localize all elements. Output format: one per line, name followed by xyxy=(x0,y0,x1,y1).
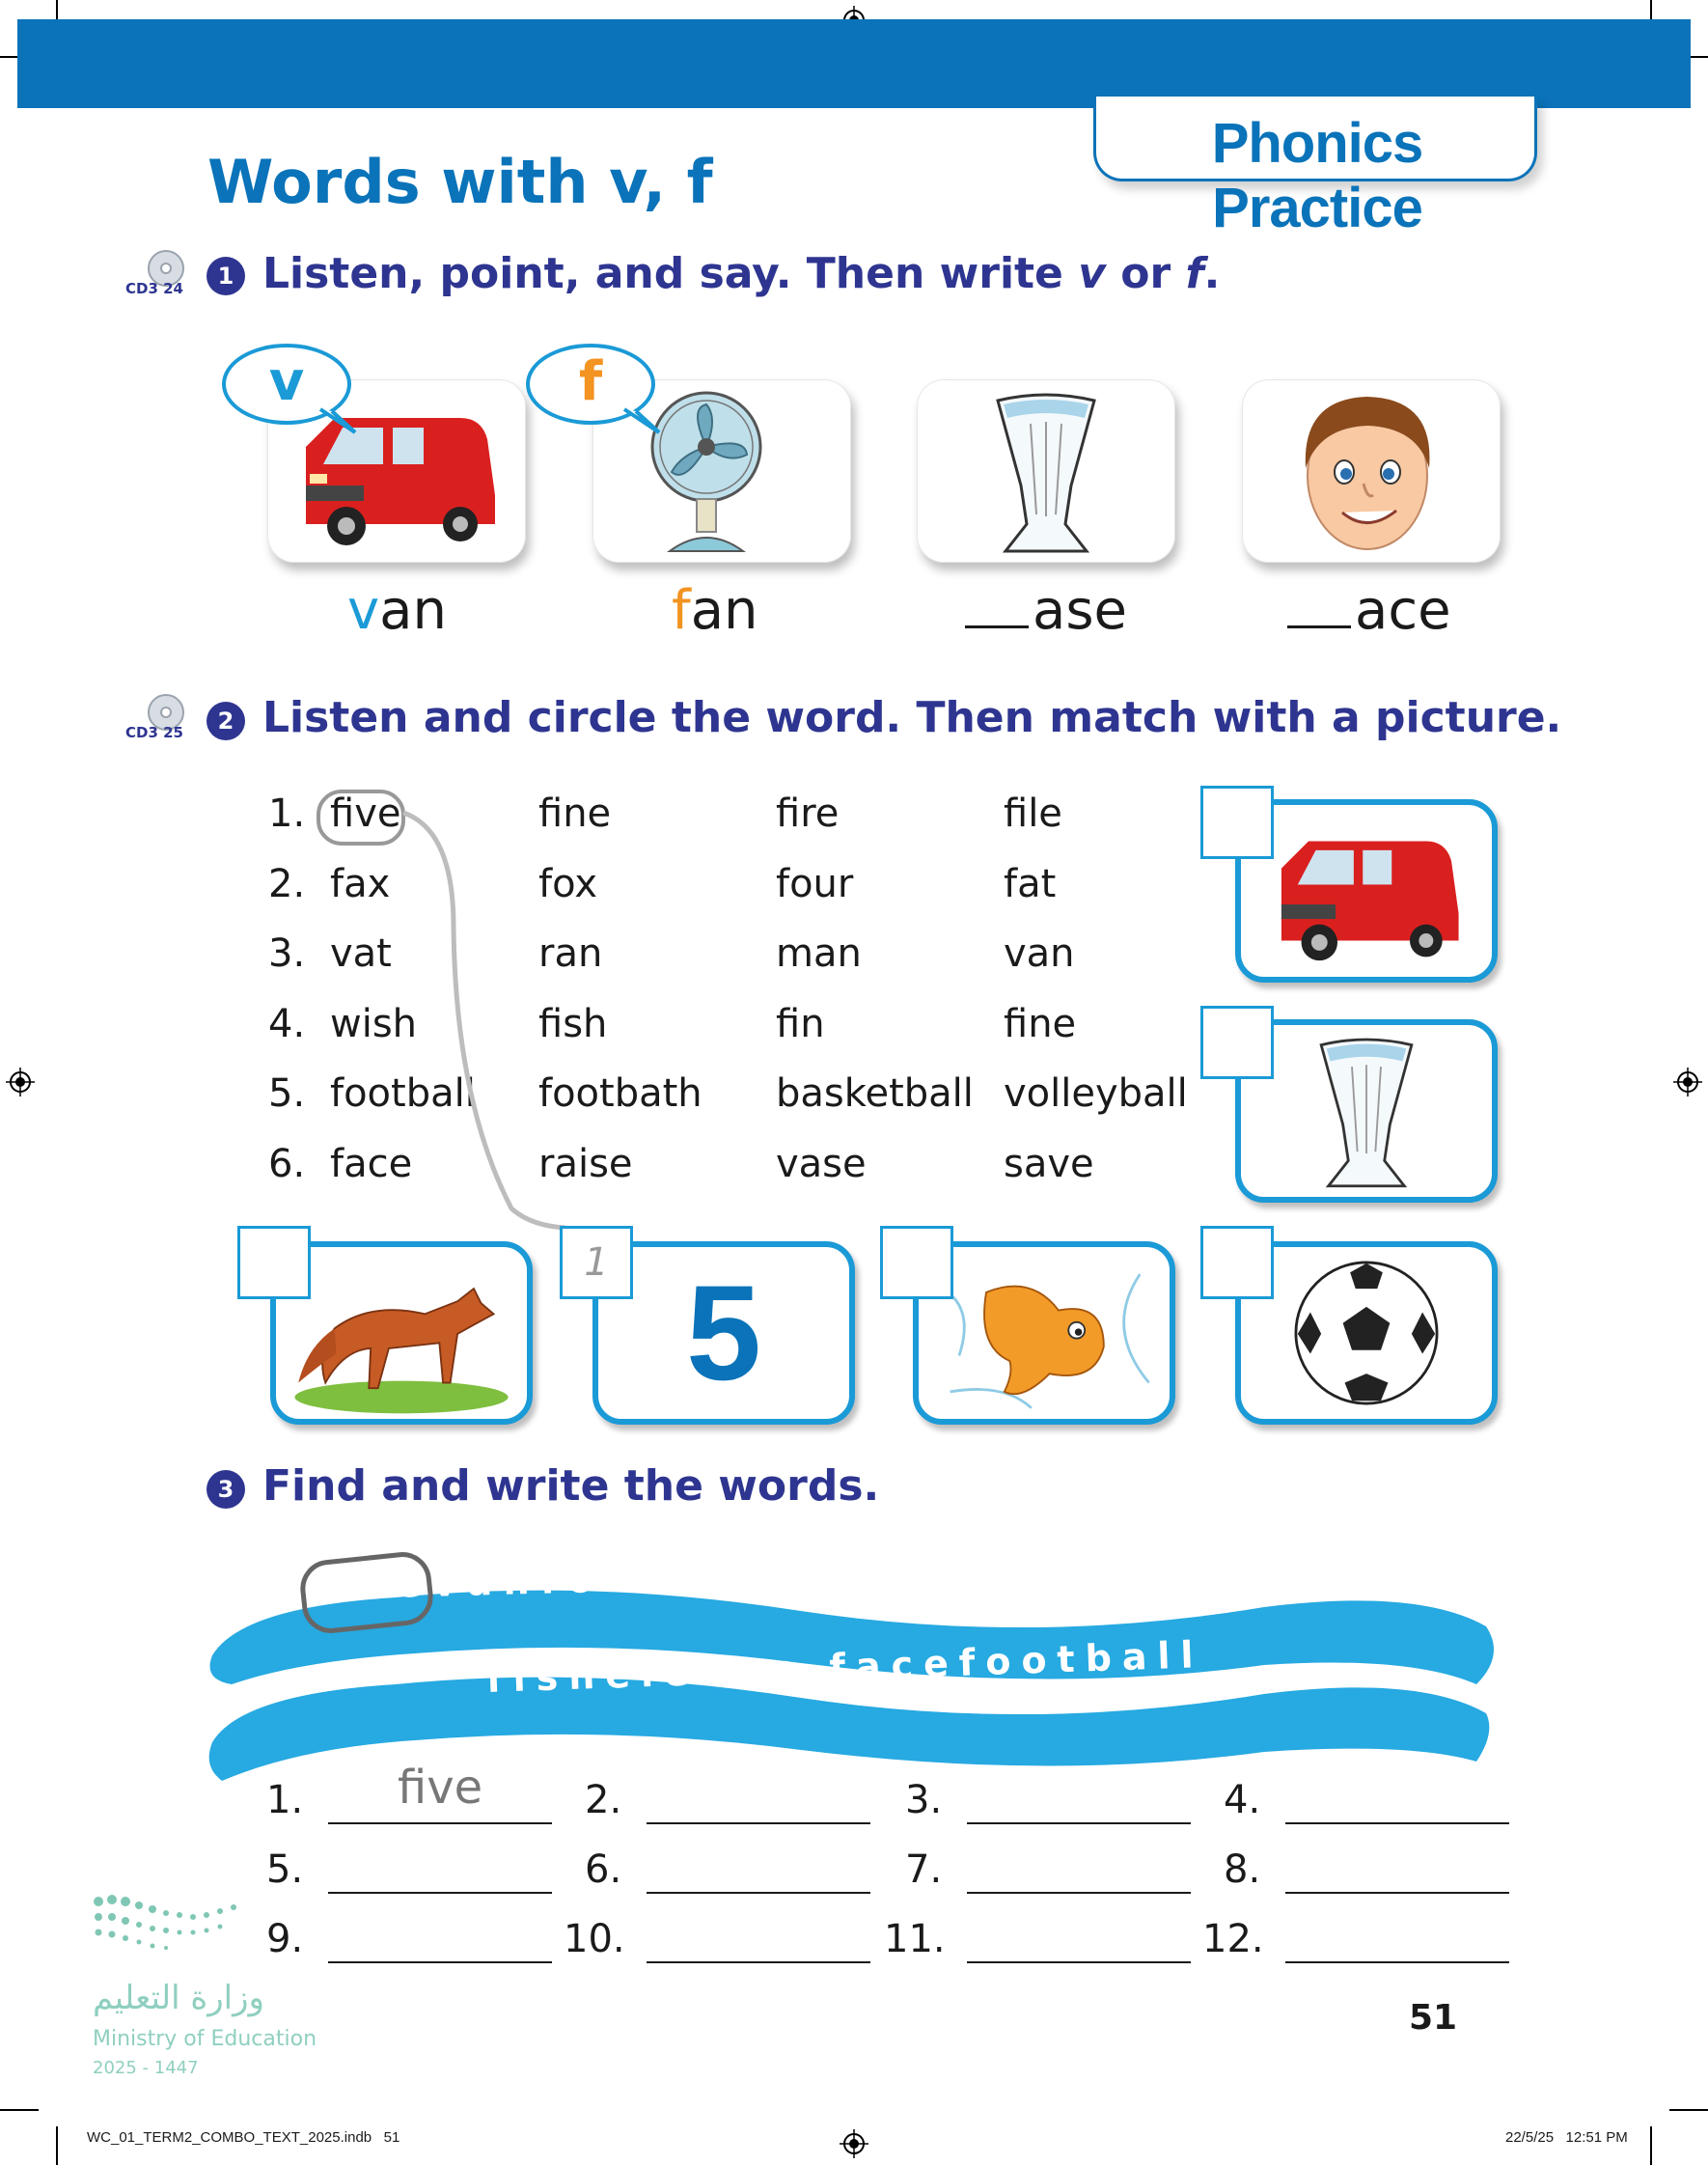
crop-mark xyxy=(56,2126,58,2165)
instruction-letter-f: f xyxy=(1185,249,1204,298)
word-option[interactable]: footbath xyxy=(538,1071,702,1116)
write-line[interactable] xyxy=(1285,1822,1509,1824)
answer-circle xyxy=(317,790,405,846)
row-number: 4. xyxy=(268,1001,306,1046)
word-initial-letter: v xyxy=(347,579,380,642)
speech-bubble-v: v xyxy=(222,344,351,425)
word-option[interactable]: fish xyxy=(538,1001,608,1046)
football-icon xyxy=(1241,1247,1492,1419)
row-number: 5. xyxy=(268,1071,306,1116)
write-line[interactable] xyxy=(967,1961,1191,1963)
write-line[interactable] xyxy=(328,1822,552,1824)
word-option[interactable]: fat xyxy=(1004,861,1057,906)
answer-box[interactable] xyxy=(237,1226,311,1299)
blank-number: 8. xyxy=(1224,1847,1261,1892)
cd-track-label: CD3 25 xyxy=(125,724,183,741)
word-rest: ase xyxy=(1033,579,1127,642)
blank-number: 9. xyxy=(266,1917,304,1961)
word-option[interactable]: save xyxy=(1004,1141,1094,1186)
match-card-football[interactable] xyxy=(1235,1241,1498,1425)
vase-icon xyxy=(917,379,1175,563)
registration-mark-icon xyxy=(840,2129,868,2158)
word-option[interactable]: basketball xyxy=(776,1071,974,1116)
section3-instruction: Find and write the words. xyxy=(262,1461,880,1511)
word-option[interactable]: football xyxy=(330,1071,476,1116)
match-line xyxy=(396,811,579,1235)
ministry-arabic-name: وزارة التعليم xyxy=(93,1979,264,2017)
footer-file-info: WC_01_TERM2_COMBO_TEXT_2025.indb 51 xyxy=(87,2129,400,2146)
word-option[interactable]: face xyxy=(330,1141,413,1186)
match-card-van[interactable] xyxy=(1235,799,1498,983)
step-number: 3 xyxy=(207,1470,245,1509)
word-option[interactable]: fine xyxy=(538,791,612,836)
write-line[interactable] xyxy=(328,1892,552,1894)
answer-box[interactable] xyxy=(1200,786,1274,859)
write-line[interactable] xyxy=(647,1961,870,1963)
word-option[interactable]: ran xyxy=(538,931,603,976)
word-option[interactable]: four xyxy=(776,861,854,906)
cd-track-label: CD3 24 xyxy=(125,280,183,297)
header-band xyxy=(17,19,1691,108)
picture-card-vase xyxy=(917,379,1175,563)
section1-instruction xyxy=(262,249,1220,298)
page-number: 51 xyxy=(1409,1998,1458,2038)
picture-card-face xyxy=(1242,379,1501,563)
word-option[interactable]: fax xyxy=(330,861,391,906)
example-answer: 1 xyxy=(584,1240,609,1285)
word-face-blank xyxy=(1287,579,1451,642)
crop-mark xyxy=(1669,2109,1708,2111)
ministry-year: 2025 - 1447 xyxy=(93,2058,199,2078)
write-line[interactable] xyxy=(1285,1961,1509,1963)
write-line[interactable] xyxy=(647,1892,870,1894)
instruction-text: . xyxy=(1203,249,1221,298)
match-card-vase[interactable] xyxy=(1235,1019,1498,1203)
word-van xyxy=(347,579,447,642)
write-line[interactable] xyxy=(967,1822,1191,1824)
word-option[interactable]: volleyball xyxy=(1004,1071,1188,1116)
row-number: 1. xyxy=(268,791,306,836)
row-number: 6. xyxy=(268,1141,306,1186)
phonics-tab-label: Phonics Practice xyxy=(1211,112,1423,239)
row-number: 2. xyxy=(268,861,306,906)
bubble-tail-icon xyxy=(318,405,357,438)
van-icon xyxy=(1241,805,1492,977)
step-number: 1 xyxy=(207,257,245,295)
word-vase-blank xyxy=(965,579,1127,642)
row-number: 3. xyxy=(268,931,306,976)
bubble-tail-icon xyxy=(622,405,661,438)
ministry-english-name: Ministry of Education xyxy=(93,2027,317,2051)
word-initial-letter: f xyxy=(672,579,691,642)
section2-instruction: Listen and circle the word. Then match with a picture. xyxy=(262,693,1562,742)
answer-box[interactable] xyxy=(1200,1226,1274,1299)
blank-number: 12. xyxy=(1202,1917,1264,1961)
fox-icon xyxy=(276,1247,527,1419)
word-fan xyxy=(672,579,758,642)
blank-number: 2. xyxy=(585,1778,622,1822)
word-option[interactable]: fox xyxy=(538,861,597,906)
word-rest: an xyxy=(690,579,758,642)
blank-number: 6. xyxy=(585,1847,622,1892)
write-line[interactable] xyxy=(647,1822,870,1824)
instruction-text: or xyxy=(1105,249,1186,298)
blank-number: 4. xyxy=(1224,1778,1261,1822)
number-card-value: 5 xyxy=(686,1257,761,1408)
blank-number: 11. xyxy=(884,1917,946,1961)
crop-mark xyxy=(1650,2126,1652,2165)
blank-number: 10. xyxy=(564,1917,625,1961)
fish-icon xyxy=(919,1247,1170,1419)
word-rest: ace xyxy=(1355,579,1451,642)
word-search-line-2: fisheleven facefootball xyxy=(485,1633,1205,1701)
letter-blank[interactable] xyxy=(1287,625,1351,628)
vase-icon xyxy=(1241,1025,1492,1197)
word-search-line-1: fivevanfoxfarmfoodfrogvaseseven xyxy=(310,1538,1364,1608)
registration-mark-icon xyxy=(6,1068,35,1096)
speech-bubble-f: f xyxy=(526,344,655,425)
word-rest: an xyxy=(379,579,447,642)
word-option[interactable]: fire xyxy=(776,791,840,836)
letter-blank[interactable] xyxy=(965,625,1029,628)
footer-date: 22/5/25 12:51 PM xyxy=(1505,2129,1628,2146)
step-number: 2 xyxy=(207,702,245,740)
ministry-logo-icon xyxy=(93,1892,266,1969)
registration-mark-icon xyxy=(1673,1068,1702,1096)
blank-number: 1. xyxy=(266,1778,304,1822)
page-title: Words with v, f xyxy=(207,147,713,217)
blank-number: 3. xyxy=(905,1778,943,1822)
word-option[interactable]: man xyxy=(776,931,862,976)
word-search-circle xyxy=(297,1549,435,1636)
word-option[interactable]: fin xyxy=(776,1001,825,1046)
word-option[interactable]: van xyxy=(1004,931,1075,976)
word-option[interactable]: wish xyxy=(330,1001,418,1046)
face-icon xyxy=(1242,379,1501,563)
write-line[interactable] xyxy=(1285,1892,1509,1894)
word-option[interactable]: raise xyxy=(538,1141,633,1186)
blank-number: 5. xyxy=(266,1847,304,1892)
instruction-letter-v: v xyxy=(1078,249,1106,298)
word-option[interactable]: file xyxy=(1004,791,1062,836)
write-line[interactable] xyxy=(967,1892,1191,1894)
answer-box[interactable] xyxy=(1200,1006,1274,1079)
write-line[interactable] xyxy=(328,1961,552,1963)
answer-box-example[interactable] xyxy=(560,1226,633,1299)
instruction-text: Listen, point, and say. Then write xyxy=(262,249,1079,298)
word-option[interactable]: five xyxy=(330,791,401,836)
answer-box[interactable] xyxy=(880,1226,953,1299)
word-option[interactable]: vase xyxy=(776,1141,867,1186)
example-written-word: five xyxy=(398,1761,483,1815)
word-option[interactable]: fine xyxy=(1004,1001,1077,1046)
crop-mark xyxy=(0,2109,39,2111)
blank-number: 7. xyxy=(905,1847,943,1892)
word-option[interactable]: vat xyxy=(330,931,392,976)
